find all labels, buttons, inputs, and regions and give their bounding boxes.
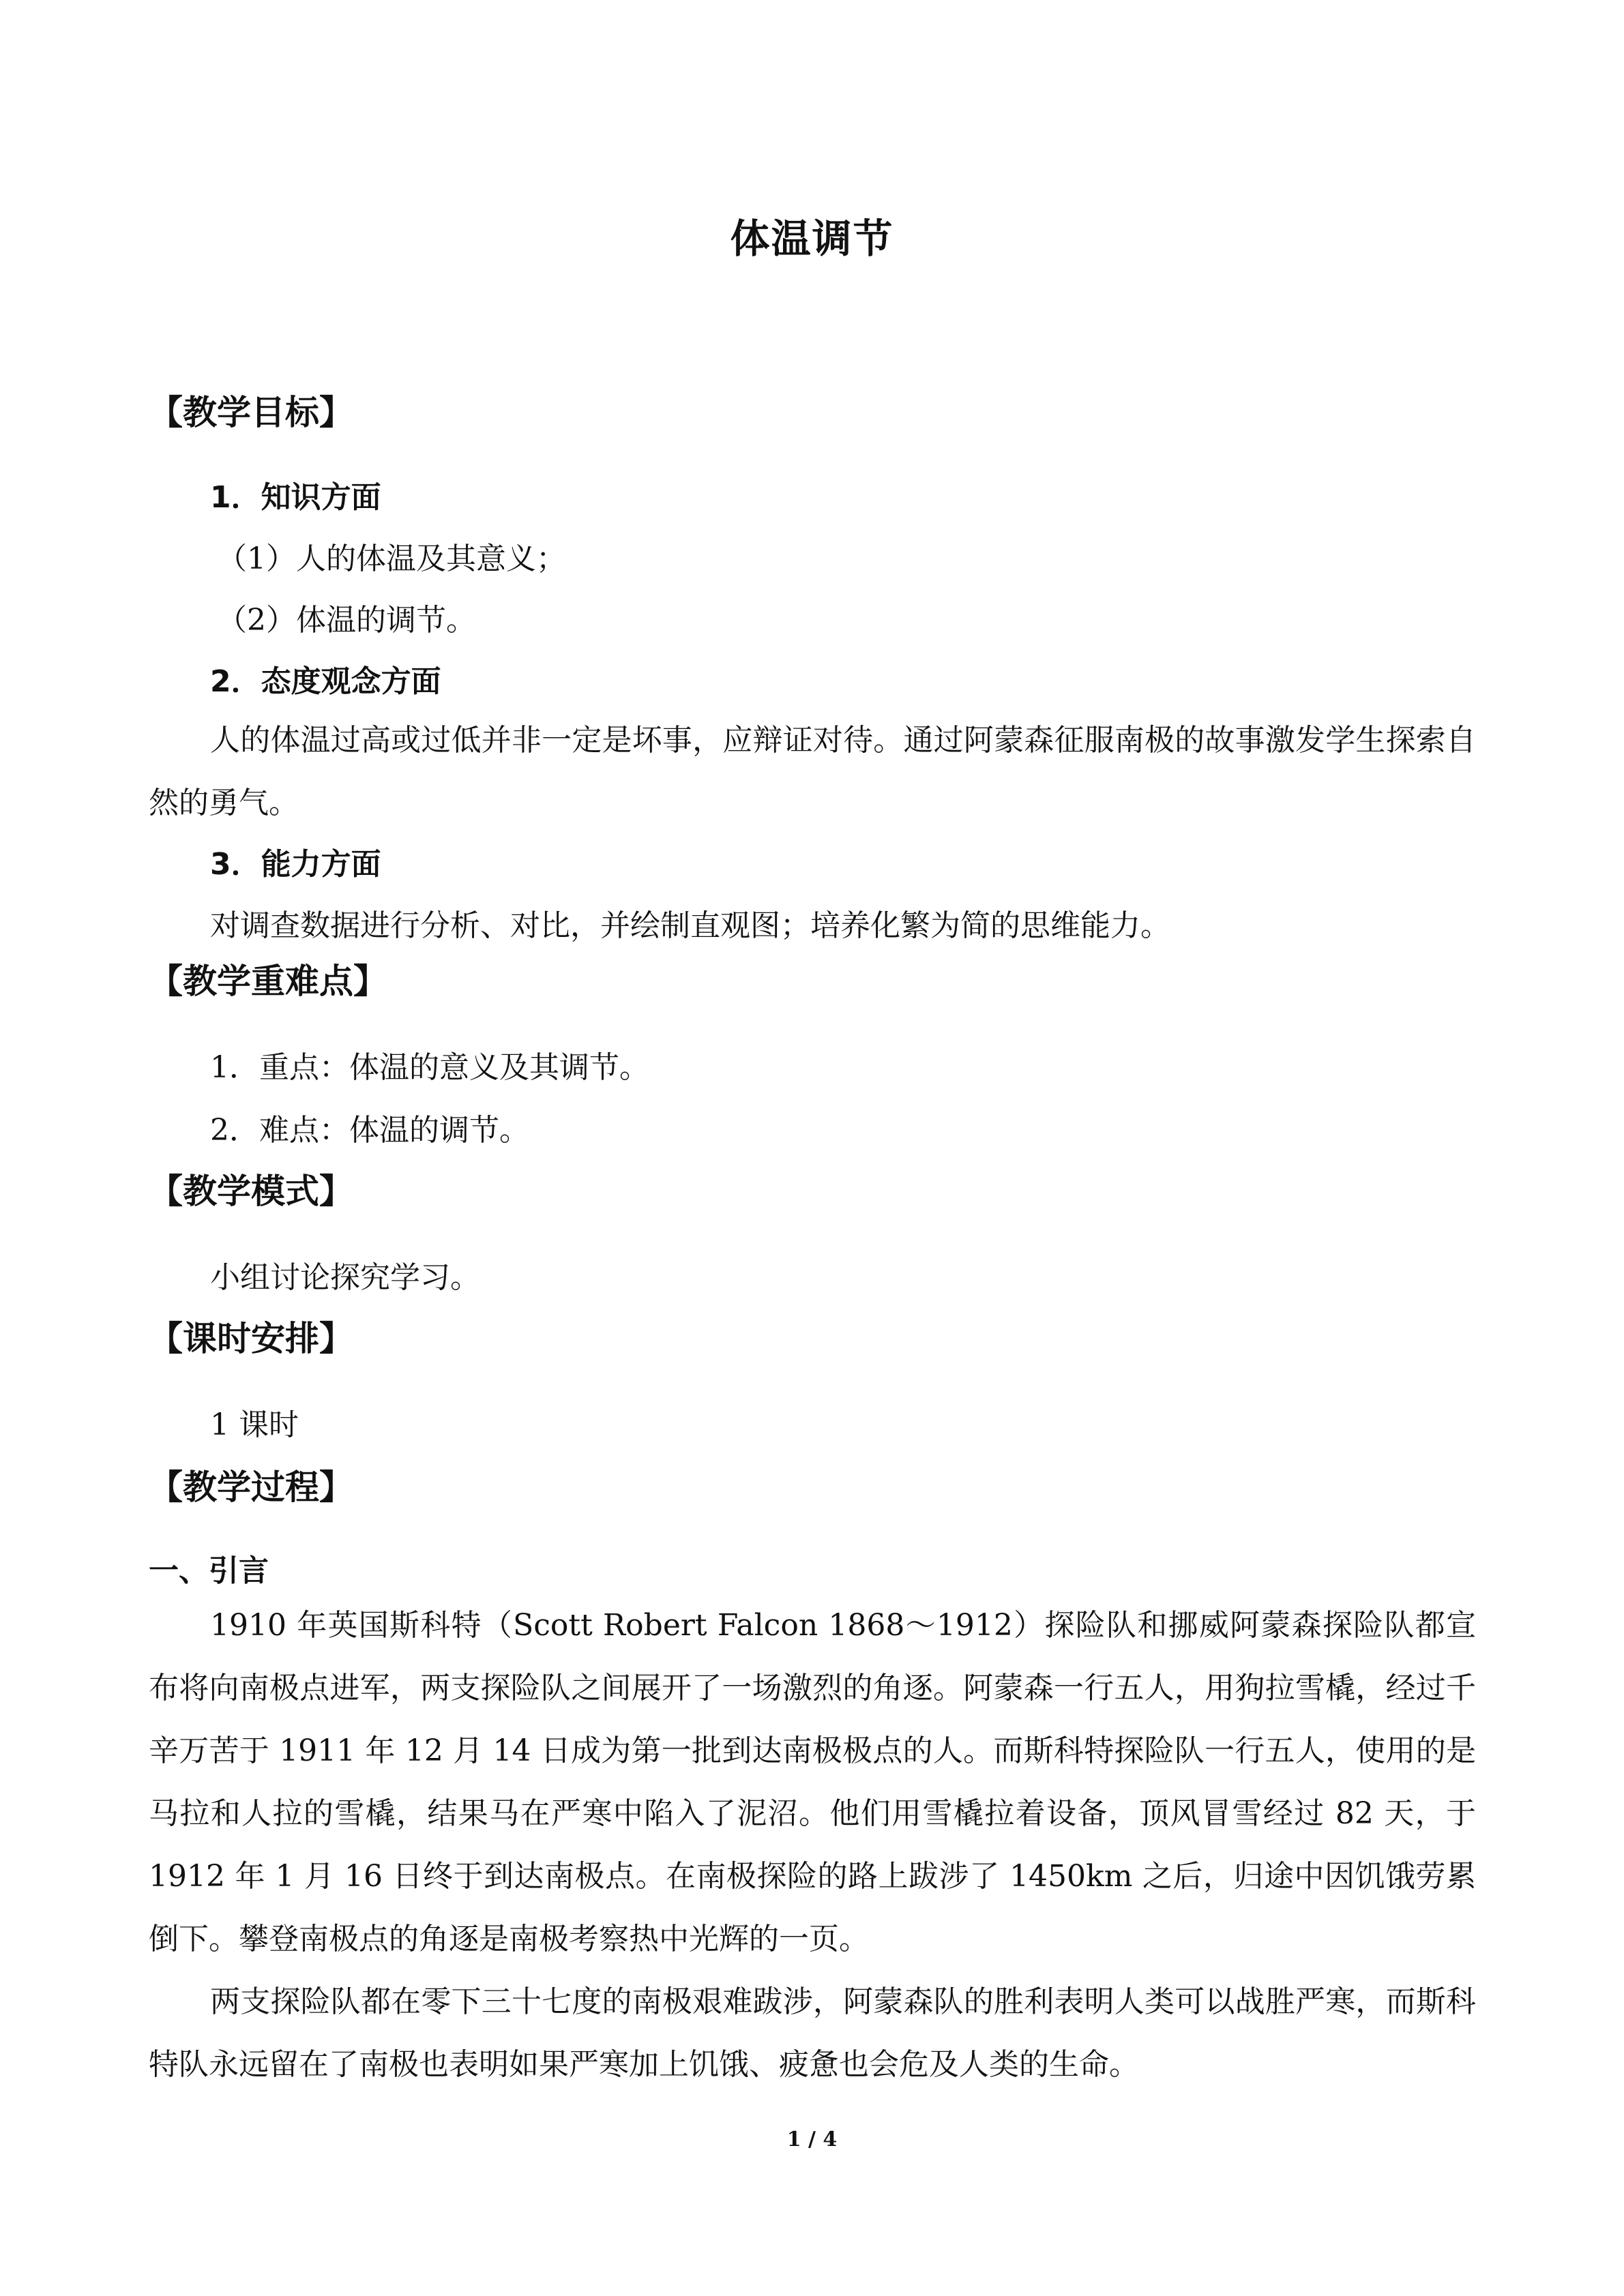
section-heading-key-points: 【教学重难点】 [149,961,387,1001]
process-intro-heading: 一、引言 [149,1553,269,1588]
goal-knowledge-title: 1．知识方面 [210,480,381,515]
section-heading-process: 【教学过程】 [149,1467,353,1507]
goal-ability-title: 3．能力方面 [210,847,381,882]
process-paragraph-2: 两支探险队都在零下三十七度的南极艰难跋涉，阿蒙森队的胜利表明人类可以战胜严寒，而斯科特队永远留在了南极也表明如果严寒加上饥饿、疲惫也会危及人类的生命。 [149,1984,1476,2082]
mode-text: 小组讨论探究学习。 [210,1260,480,1295]
key-point-2: 2．难点：体温的调节。 [210,1113,529,1148]
document-title: 体温调节 [730,215,894,262]
knowledge-item-1: （1）人的体温及其意义； [217,541,566,576]
section-heading-goals: 【教学目标】 [149,393,353,432]
schedule-text: 1 课时 [210,1407,299,1442]
section-heading-mode: 【教学模式】 [149,1172,353,1211]
key-point-1: 1．重点：体温的意义及其调节。 [210,1050,649,1085]
goal-attitude-title: 2．态度观念方面 [210,664,441,699]
goal-ability-text: 对调查数据进行分析、对比，并绘制直观图；培养化繁为简的思维能力。 [210,908,1170,943]
section-heading-schedule: 【课时安排】 [149,1319,353,1358]
goal-attitude-text: 人的体温过高或过低并非一定是坏事，应辩证对待。通过阿蒙森征服南极的故事激发学生探索自然的勇气。 [149,723,1476,820]
knowledge-item-2: （2）体温的调节。 [217,603,476,638]
page-number: 1 / 4 [786,2128,838,2151]
process-paragraph-1: 1910 年英国斯科特（Scott Robert Falcon 1868～1912）探险队和挪威阿蒙森探险队都宣布将向南极点进军，两支探险队之间展开了一场激烈的角逐。阿蒙森一行五人，用狗拉雪橇，经过千辛万苦于 1911 年 12 月 14 日成为第一批到达南极极点的人。而斯科特探险队一行五人，使用的是马拉和人拉的雪橇，结果马在严寒中陷入了泥沼。他们用雪橇拉着设备，顶风冒雪经过 82 天，于 1912 年 1 月 16 日终于到达南极点。在南极探险的路上跋涉了 1450km 之后，归途中因饥饿劳累倒下。攀登南极点的角逐是南极考察热中光辉的一页。 [149,1608,1476,1956]
